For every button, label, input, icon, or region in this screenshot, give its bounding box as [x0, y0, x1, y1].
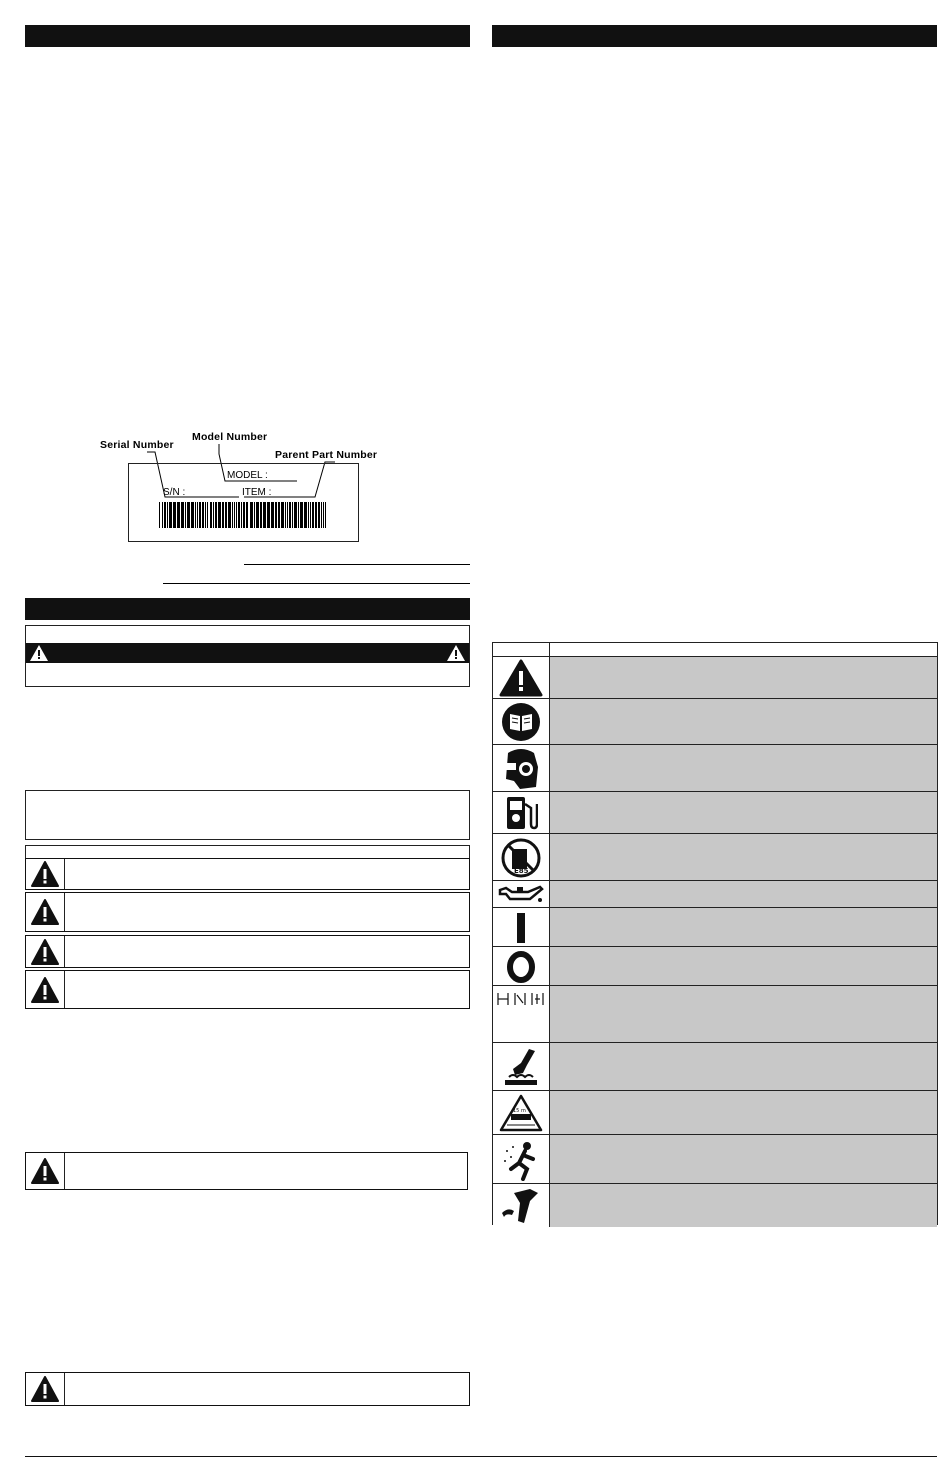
section-header-bar-2 — [25, 598, 470, 620]
symbols-table-header — [493, 643, 937, 656]
barcode-bar — [202, 502, 204, 528]
barcode-bar — [222, 502, 224, 528]
svg-text:15 m: 15 m — [513, 1108, 526, 1114]
barcode-bar — [310, 502, 311, 528]
symbol-row-positions — [493, 985, 937, 1043]
barcode-bar — [213, 502, 214, 528]
barcode-bar — [304, 502, 307, 528]
svg-text:E85: E85 — [514, 866, 529, 875]
barcode-bar — [321, 502, 322, 528]
warning-triangle-icon — [31, 939, 59, 965]
barcode-bar — [167, 502, 168, 528]
symbol-row-oil — [493, 880, 937, 908]
warning-triangle-icon — [499, 659, 543, 697]
barcode-bar — [250, 502, 253, 528]
safety-alert-box — [25, 625, 470, 687]
barcode-bar — [185, 502, 186, 528]
section-header-bar-3 — [492, 25, 937, 47]
symbol-row-safety-alert — [493, 656, 937, 699]
warning-triangle-icon — [447, 645, 465, 661]
barcode-bar — [315, 502, 317, 528]
symbol-row-thrown-objects — [493, 1090, 937, 1135]
barcode-bar — [207, 502, 208, 528]
barcode-bar — [218, 502, 221, 528]
barcode-bar — [318, 502, 320, 528]
symbol-row-hand-cut — [493, 1183, 937, 1227]
barcode-bar — [278, 502, 280, 528]
footer-rule — [25, 1456, 937, 1457]
barcode-bar — [263, 502, 266, 528]
barcode-bar — [308, 502, 309, 528]
manual-book-icon — [501, 702, 541, 742]
barcode — [159, 502, 329, 528]
parent-part-number-callout: Parent Part Number — [275, 449, 378, 461]
record-line-2 — [163, 583, 470, 584]
barcode-bar — [187, 502, 190, 528]
barcode-bar — [267, 502, 270, 528]
barcode-bar — [254, 502, 255, 528]
thrown-objects-icon — [499, 1094, 543, 1132]
warning-triangle-icon — [31, 977, 59, 1003]
barcode-bar — [300, 502, 303, 528]
warning-table-header — [25, 845, 470, 859]
hot-surface-icon — [501, 1047, 541, 1087]
model-number-callout: Model Number — [192, 431, 268, 443]
barcode-bar — [287, 502, 288, 528]
barcode-bar — [225, 502, 227, 528]
warning-box-5 — [25, 1152, 468, 1190]
warning-row-4 — [25, 970, 470, 1009]
warning-box-6 — [25, 1372, 470, 1406]
eye-ear-protection-icon — [500, 747, 542, 791]
barcode-bar — [275, 502, 277, 528]
warning-triangle-icon — [31, 899, 59, 925]
barcode-bar — [281, 502, 284, 528]
barcode-bar — [234, 502, 235, 528]
barcode-bar — [298, 502, 299, 528]
barcode-bar — [323, 502, 324, 528]
slip-fall-icon — [501, 1139, 541, 1181]
barcode-bar — [292, 502, 293, 528]
on-symbol-icon — [515, 912, 527, 944]
warning-row-1 — [25, 858, 470, 890]
barcode-bar — [177, 502, 180, 528]
barcode-bar — [173, 502, 176, 528]
barcode-bar — [312, 502, 314, 528]
shaft-positions-icon — [496, 992, 546, 1006]
label-plate — [128, 463, 359, 542]
symbol-row-off — [493, 946, 937, 986]
serial-number-callout: Serial Number — [100, 439, 174, 451]
notice-box — [25, 790, 470, 840]
barcode-bar — [195, 502, 196, 528]
hand-cut-icon — [500, 1187, 542, 1225]
barcode-bar — [169, 502, 172, 528]
warning-triangle-icon — [31, 1158, 59, 1184]
barcode-bar — [215, 502, 217, 528]
symbol-row-fuel — [493, 791, 937, 834]
barcode-bar — [159, 502, 160, 528]
symbol-row-protection — [493, 744, 937, 792]
off-symbol-icon — [505, 951, 537, 983]
barcode-bar — [243, 502, 245, 528]
sn-field: S/N : — [163, 487, 186, 498]
barcode-bar — [232, 502, 233, 528]
symbol-row-hot-surface — [493, 1042, 937, 1091]
barcode-bar — [241, 502, 242, 528]
oil-can-icon — [498, 884, 544, 906]
barcode-bar — [238, 502, 240, 528]
symbol-row-slip — [493, 1134, 937, 1184]
model-field: MODEL : — [227, 470, 268, 481]
fuel-pump-icon — [504, 794, 538, 832]
warning-row-3 — [25, 935, 470, 968]
symbol-row-no-e85 — [493, 833, 937, 881]
barcode-bar — [199, 502, 201, 528]
barcode-bar — [162, 502, 163, 528]
barcode-bar — [205, 502, 206, 528]
warning-row-2 — [25, 892, 470, 932]
symbol-row-on — [493, 907, 937, 947]
barcode-bar — [294, 502, 297, 528]
barcode-bar — [210, 502, 212, 528]
barcode-bar — [197, 502, 198, 528]
warning-triangle-icon — [31, 861, 59, 887]
barcode-bar — [246, 502, 248, 528]
barcode-bar — [260, 502, 262, 528]
barcode-bar — [285, 502, 286, 528]
barcode-bar — [256, 502, 259, 528]
no-e85-fuel-icon — [500, 837, 542, 879]
barcode-bar — [164, 502, 166, 528]
barcode-bar — [236, 502, 237, 528]
item-field: ITEM : — [242, 487, 272, 498]
barcode-bar — [289, 502, 291, 528]
barcode-bar — [191, 502, 194, 528]
barcode-bar — [228, 502, 231, 528]
danger-signal-bar — [26, 643, 469, 663]
barcode-bar — [325, 502, 326, 528]
barcode-bar — [181, 502, 184, 528]
product-label-diagram — [95, 428, 405, 548]
warning-triangle-icon — [31, 1376, 59, 1402]
record-line-1 — [244, 564, 470, 565]
symbol-row-read-manual — [493, 698, 937, 745]
warning-triangle-icon — [30, 645, 48, 661]
symbols-table — [492, 642, 938, 1225]
barcode-bar — [271, 502, 274, 528]
section-header-bar-1 — [25, 25, 470, 47]
